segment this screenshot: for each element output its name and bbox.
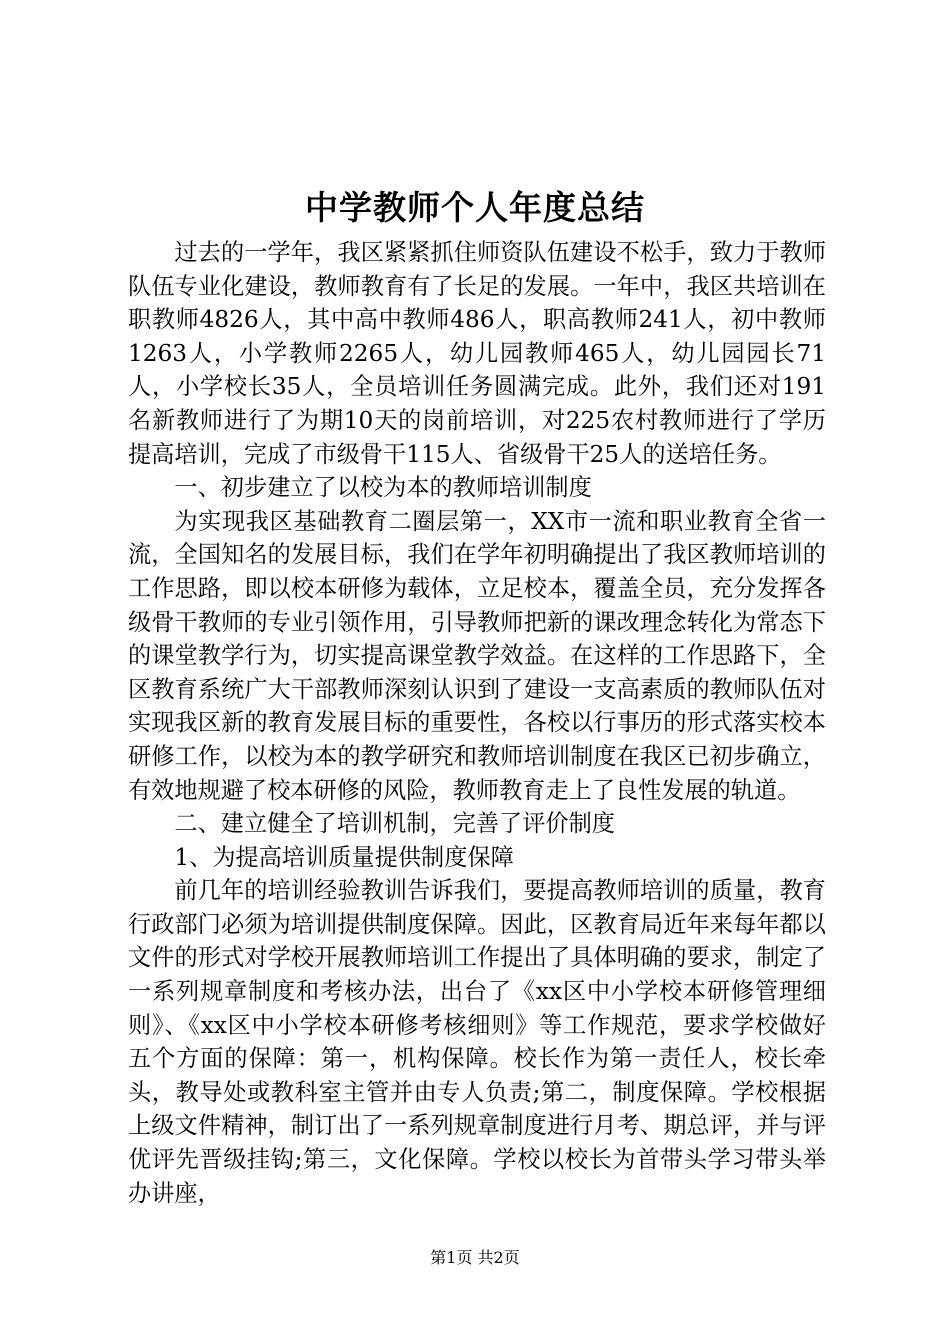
paragraph-section-1: 为实现我区基础教育二圈层第一，XX市一流和职业教育全省一流，全国知名的发展目标，我们在学年初明确提出了我区教师培训的工作思路，即以校本研修为载体，立足校本，覆盖全员，充分发挥各级骨干教师的专业引领作用，引导教师把新的课改理念转化为常态下的课堂教学行为，切实提高课堂教学效益。在这样的工作思路下，全区教育系统广大干部教师深刻认识到了建设一支高素质的教师队伍对实现我区新的教育发展目标的重要性，各校以行事历的形式落实校本研修工作，以校为本的教学研究和教师培训制度在我区已初步确立，有效地规避了校本研修的风险，教师教育走上了良性发展的轨道。 xyxy=(128,507,826,804)
section-heading-1: 一、初步建立了以校为本的教师培训制度 xyxy=(174,474,592,502)
document-title: 中学教师个人年度总结 xyxy=(305,188,645,227)
subsection-heading-1: 1、为提高培训质量提供制度保障 xyxy=(174,843,514,871)
paragraph-subsection-1: 前几年的培训经验教训告诉我们，要提高教师培训的质量，教育行政部门必须为培训提供制度保障。因此，区教育局近年来每年都以文件的形式对学校开展教师培训工作提出了具体明确的要求，制定了一系列规章制度和考核办法，出台了《xx区中小学校本研修管理细则》、《xx区中小学校本研修考核细则》等工作规范，要求学校做好五个方面的保障：第一，机构保障。校长作为第一责任人，校长牵头，教导处或教科室主管并由专人负责;第二，制度保障。学校根据上级文件精神，制订出了一系列规章制度进行月考、期总评，并与评优评先晋级挂钩;第三，文化保障。学校以校长为首带头学习带头举办讲座， xyxy=(128,877,826,1207)
paragraph-intro: 过去的一学年，我区紧紧抓住师资队伍建设不松手，致力于教师队伍专业化建设，教师教育有了长足的发展。一年中，我区共培训在职教师4826人，其中高中教师486人，职高教师241人，初中教师1263人，小学教师2265人，幼儿园教师465人，幼儿园园长71人，小学校长35人，全员培训任务圆满完成。此外，我们还对191名新教师进行了为期10天的岗前培训，对225农村教师进行了学历提高培训，完成了市级骨干115人、省级骨干25人的送培任务。 xyxy=(128,239,826,468)
document-body xyxy=(128,236,826,1210)
section-heading-2: 二、建立健全了培训机制，完善了评价制度 xyxy=(174,810,615,838)
page-footer: 第1页 共2页 xyxy=(430,1248,520,1267)
